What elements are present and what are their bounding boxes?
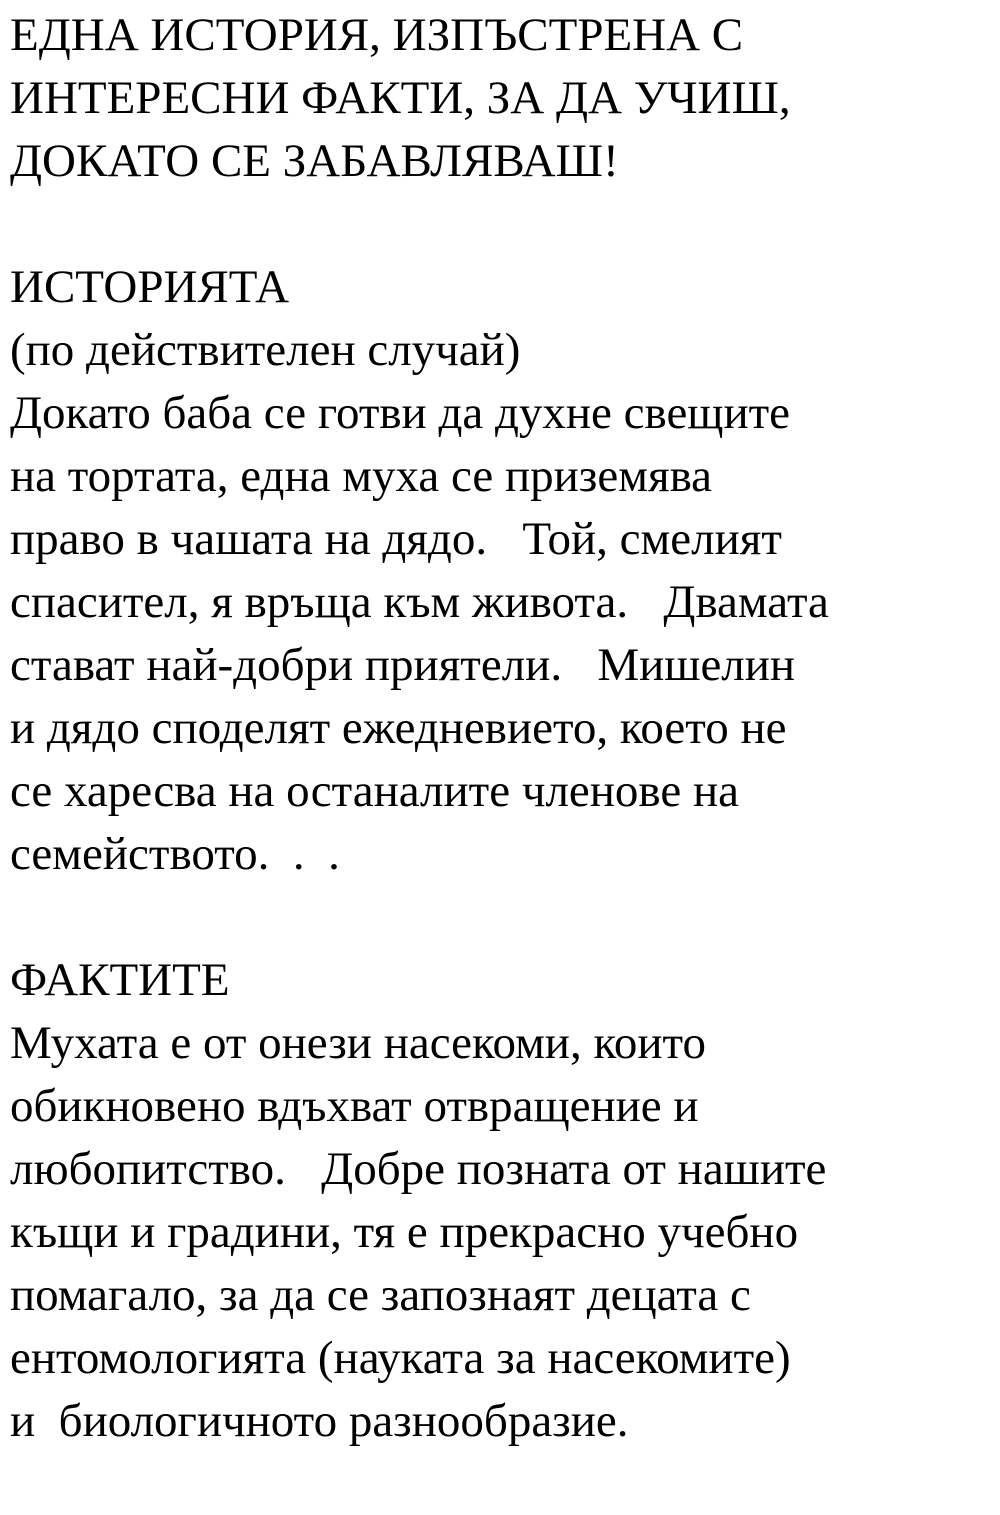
document-page [10, 4, 995, 1453]
story-text-line: се харесва на останалите членове на [10, 765, 739, 817]
story-text-line: спасител, я връща към живота. Двамата [10, 576, 829, 628]
story-text-line: и дядо споделят ежедневието, което не [10, 702, 787, 754]
facts-heading: ФАКТИТЕ [10, 954, 230, 1006]
headline [10, 4, 995, 193]
blank-line [10, 193, 995, 256]
facts-text-line: и биологичното разнообразие. [10, 1395, 629, 1447]
story-text-line: на тортата, една муха се приземява [10, 450, 713, 502]
facts-text-line: помагало, за да се запознаят децата с [10, 1269, 751, 1321]
blank-line [10, 886, 995, 949]
story-subheading: (по действителен случай) [10, 324, 521, 376]
story-heading: ИСТОРИЯТА [10, 261, 290, 313]
facts-text-line: любопитство. Добре позната от нашите [10, 1143, 827, 1195]
facts-text-line: къщи и градини, тя е прекрасно учебно [10, 1206, 799, 1258]
story-text-line: право в чашата на дядо. Той, смелият [10, 513, 782, 565]
story-text-line: семейството. . . [10, 828, 340, 880]
headline-line: ИНТЕРЕСНИ ФАКТИ, ЗА ДА УЧИШ, [10, 72, 791, 124]
facts-text-line: Мухата е от онези насекоми, които [10, 1017, 706, 1069]
story-text-line: Докато баба се готви да духне свещите [10, 387, 791, 439]
headline-line: ЕДНА ИСТОРИЯ, ИЗПЪСТРЕНА С [10, 9, 744, 61]
facts-text-line: ентомологията (науката за насекомите) [10, 1332, 791, 1384]
facts-text-line: обикновено вдъхват отвращение и [10, 1080, 699, 1132]
headline-line: ДОКАТО СЕ ЗАБАВЛЯВАШ! [10, 135, 619, 187]
story-section [10, 256, 995, 886]
facts-section [10, 949, 995, 1453]
story-text-line: стават най-добри приятели. Мишелин [10, 639, 796, 691]
